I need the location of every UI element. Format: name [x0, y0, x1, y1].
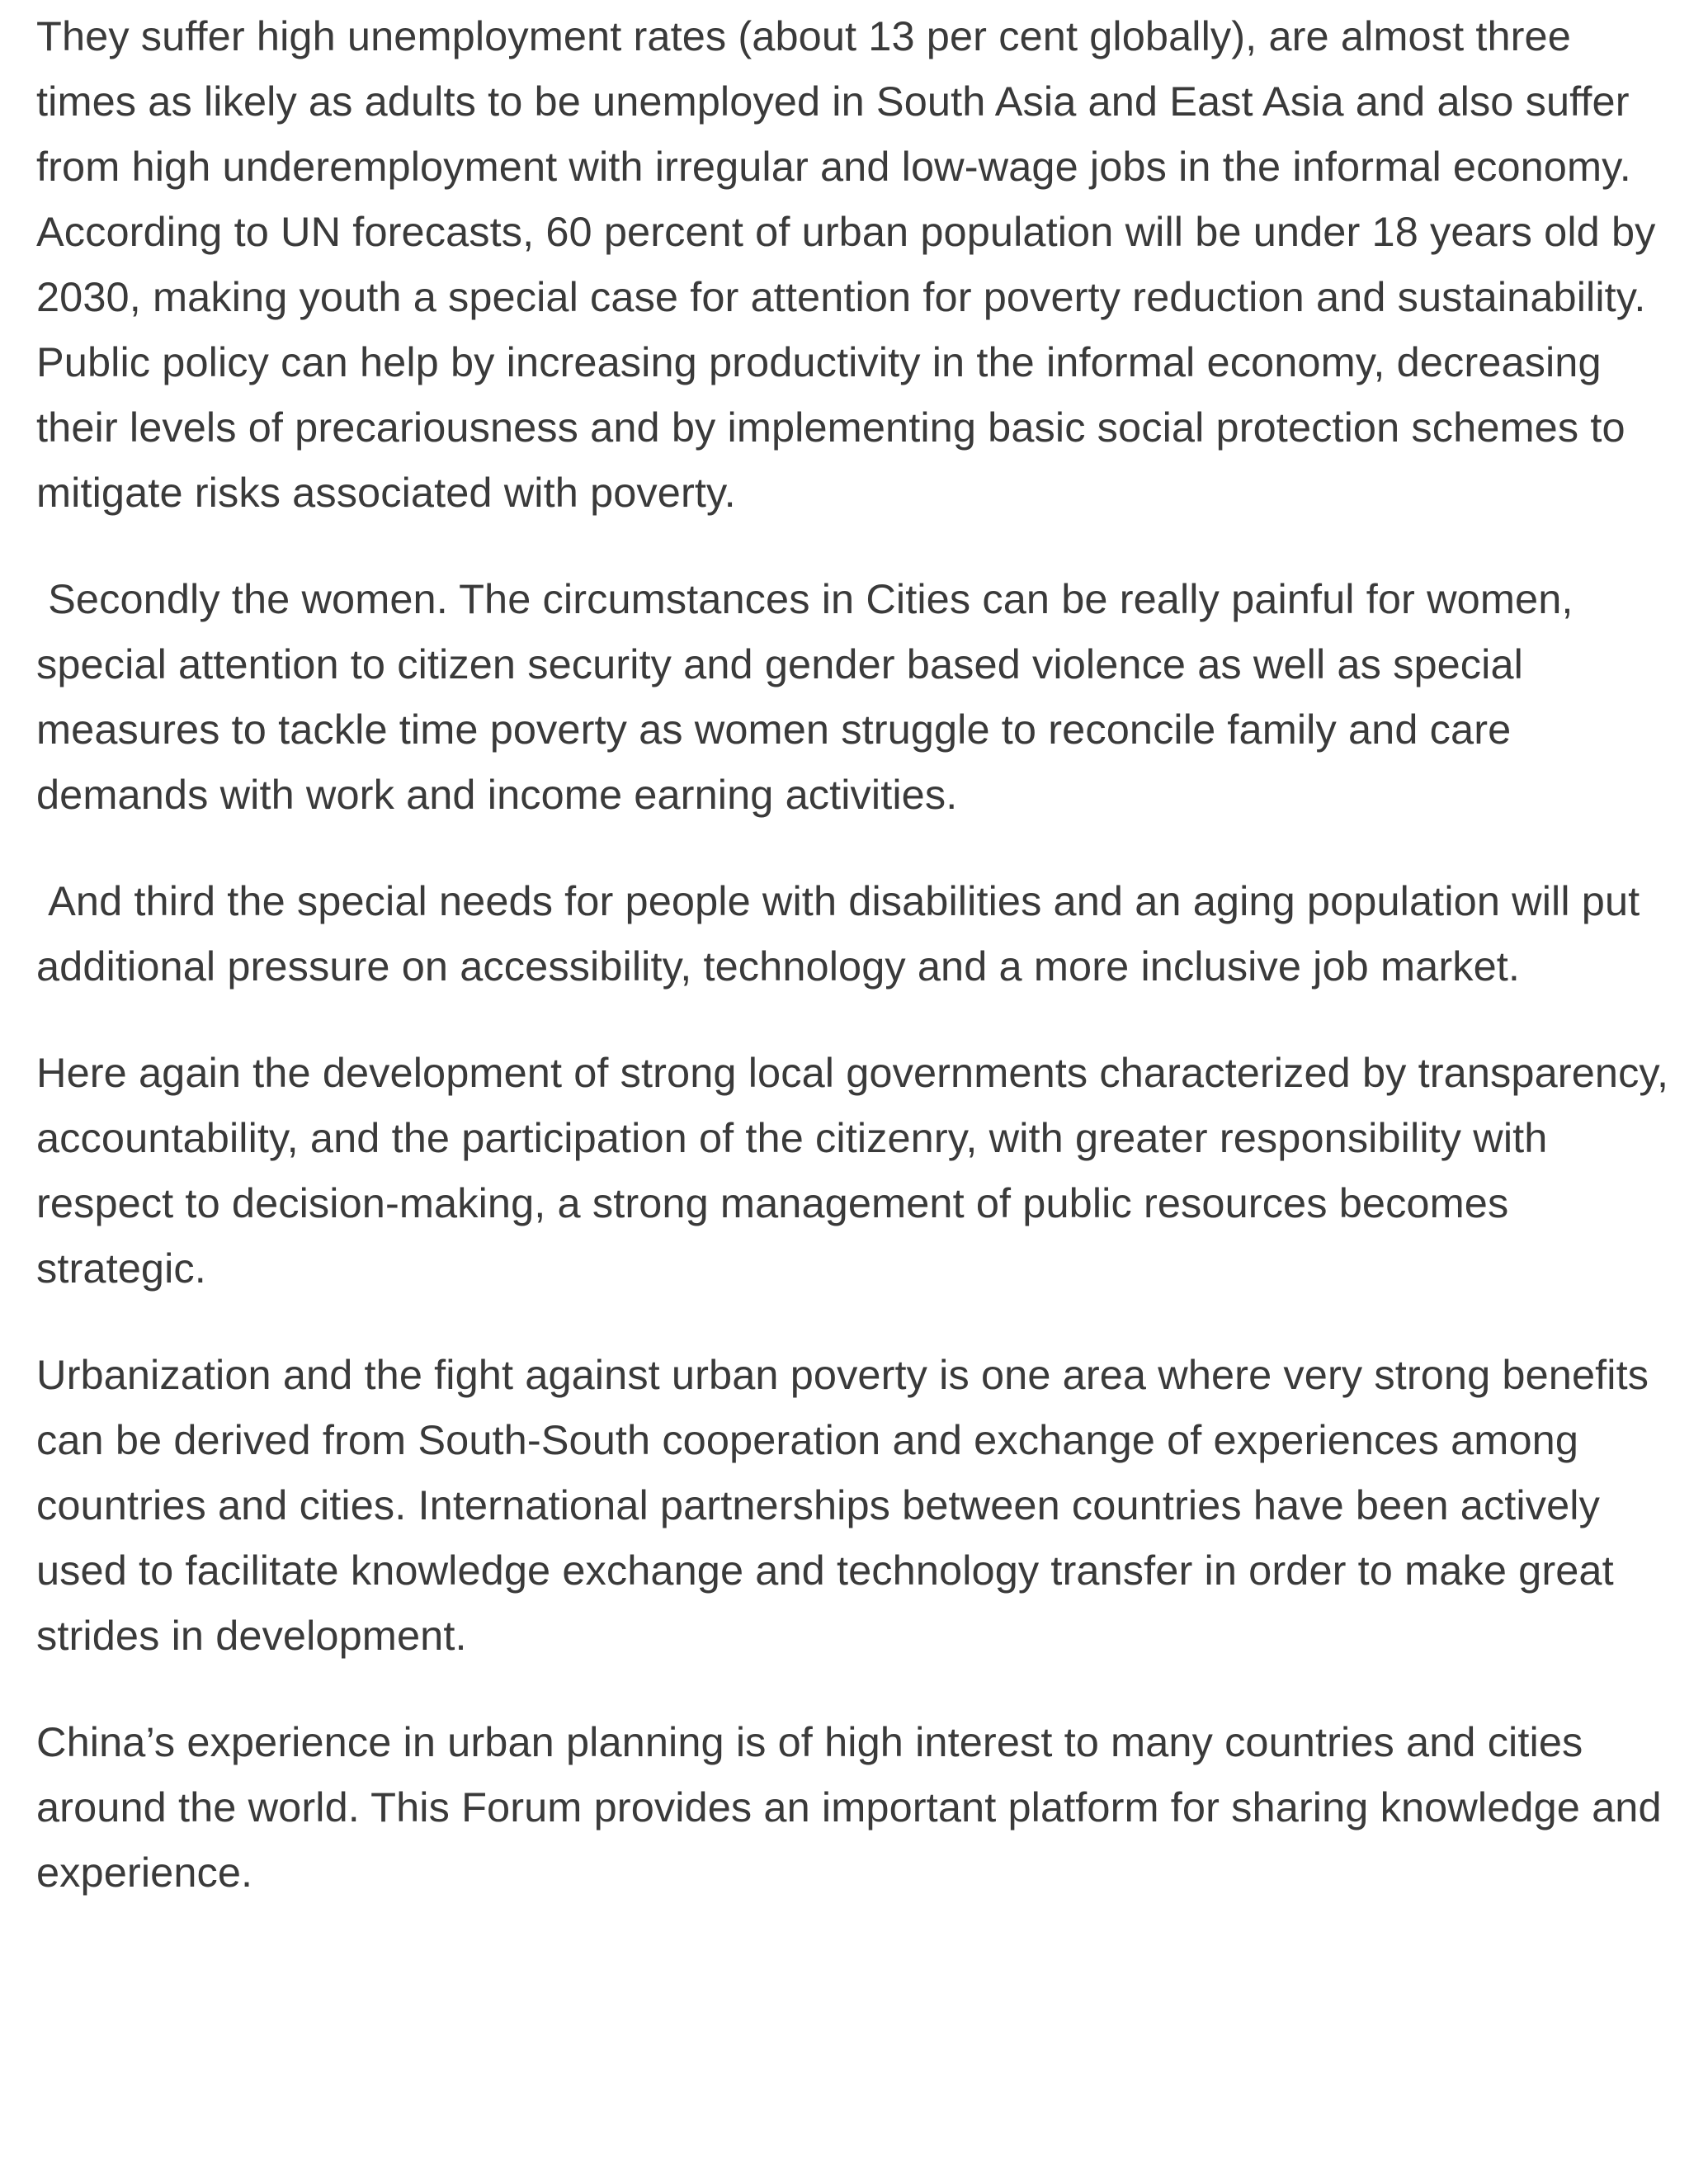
paragraph-local-governments: Here again the development of strong local governments characterized by transparency, accountability, and the participation of the citizenry, with greater responsibility with respect to decision-making, a strong management of public resources becomes strategic.	[36, 1049, 1681, 1292]
paragraph-women: Secondly the women. The circumstances in Cities can be really painful for women, special attention to citizen security and gender based violence as well as special measures to tackle time poverty as women struggle to reconcile family and care demands with work and income earning activities.	[36, 575, 1585, 818]
paragraph-disabilities-aging: And third the special needs for people with disabilities and an aging population will put additional pressure on accessibility, technology and a more inclusive job market.	[36, 877, 1652, 990]
article-body	[36, 3, 1681, 1905]
paragraph-public-policy: Public policy can help by increasing productivity in the informal economy, decreasing their levels of precariousness and by implementing basic social protection schemes to mitigate risks associated with poverty.	[36, 338, 1637, 516]
paragraph-south-south-cooperation: Urbanization and the fight against urban poverty is one area where very strong benefits can be derived from South-South cooperation and exchange of experiences among countries and cities. International partnerships between countries have been actively used to facilitate knowledge exchange and technology transfer in order to make great strides in development.	[36, 1351, 1661, 1659]
paragraph-youth-unemployment: They suffer high unemployment rates (about 13 per cent globally), are almost three times as likely as adults to be unemployed in South Asia and East Asia and also suffer from high underemployment with irregular and low-wage jobs in the informal economy. According to UN forecasts, 60 percent of urban population will be under 18 years old by 2030, making youth a special case for attention for poverty reduction and sustainability.	[36, 12, 1668, 320]
paragraph-china-experience: China’s experience in urban planning is of high interest to many countries and cities around the world. This Forum provides an important platform for sharing knowledge and experience.	[36, 1718, 1673, 1896]
